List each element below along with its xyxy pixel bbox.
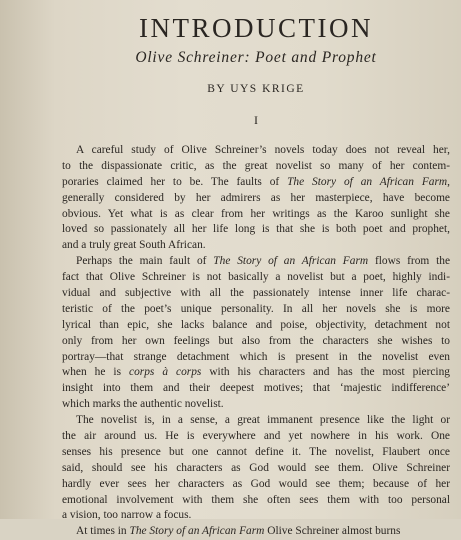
body-text [62, 143, 450, 540]
text-run: vidual and subjective with all the passionately intense inner life charac- [62, 287, 450, 300]
text-line [62, 493, 450, 509]
text-line [62, 413, 450, 429]
text-line [62, 270, 450, 286]
text-run: flows from the [368, 255, 450, 268]
text-run: loved so passionately all her life long is that she is both poet and prophet, [62, 223, 450, 236]
text-run: emotional involvement with them she often sees them with too personal [62, 493, 450, 506]
text-line [62, 461, 450, 477]
text-line [62, 365, 450, 381]
text-line [62, 286, 450, 302]
italic-title: The Story of an African Farm [129, 525, 265, 538]
chapter-heading: INTRODUCTION [139, 13, 373, 43]
text-run: poraries claimed her to be. The faults of [62, 175, 288, 188]
chapter-subtitle: Olive Schreiner: Poet and Prophet [135, 49, 377, 66]
text-run: when he is [62, 366, 130, 379]
italic-title: The Story of an African Farm [287, 175, 448, 188]
text-run: senses his presence but one cannot define it. The novelist, Flaubert once [62, 445, 450, 458]
text-run: fact that Olive Schreiner is not basically a novelist but a poet, highly indi- [62, 271, 450, 284]
text-line [62, 254, 450, 270]
text-line [62, 397, 450, 413]
text-line [62, 191, 450, 207]
text-run: teristic of the poet’s unique personality. In all her novels she is more [62, 302, 450, 315]
text-run: , [447, 175, 450, 188]
text-line [62, 350, 450, 366]
text-run: A careful study of Olive Schreiner’s novels today does not reveal her, [76, 144, 450, 156]
text-line [62, 302, 450, 318]
text-run: said, should see his characters as God would see them. Olive Schreiner [62, 461, 450, 474]
text-run: At times in [76, 525, 130, 538]
text-run: which marks the authentic novelist. [62, 398, 224, 411]
italic-title: The Story of an African Farm [213, 255, 369, 268]
text-line [62, 238, 450, 254]
text-run: with his characters and has the most piercing [201, 366, 450, 379]
text-line [62, 175, 450, 191]
text-line [62, 477, 450, 493]
section-number: I [254, 113, 258, 127]
text-line [62, 381, 450, 397]
author-byline: BY UYS KRIGE [207, 83, 305, 95]
text-run: obvious. Yet what is as clear from her writings as the Karoo sunlight she [62, 207, 450, 220]
text-run: to the dispassionate critic, as the great novelist so many of her contem- [62, 159, 450, 172]
text-line [62, 508, 450, 524]
text-line [62, 222, 450, 238]
text-line [62, 524, 450, 540]
text-line [62, 143, 450, 159]
text-run: The novelist is, in a sense, a great immanent presence like the light or [76, 414, 450, 427]
text-line [62, 334, 450, 350]
text-line [62, 159, 450, 175]
text-line [62, 445, 450, 461]
text-run: insight into them and their deepest motives; that ‘majestic indifference’ [62, 382, 450, 395]
text-run: Olive Schreiner almost burns [264, 525, 401, 538]
text-run: Perhaps the main fault of [76, 255, 214, 268]
text-line [62, 207, 450, 223]
text-run: a vision, too narrow a focus. [62, 509, 192, 522]
text-run: generally considered by her admirers as her masterpiece, have become [62, 191, 450, 204]
text-run: lyrical than epic, she lacks balance and poise, objectivity, detachment not [62, 318, 450, 331]
text-run: and a truly great South African. [62, 239, 206, 252]
text-run: the air around us. He is everywhere and yet nowhere in his work. One [62, 430, 450, 443]
text-line [62, 318, 450, 334]
text-run: only from her own feelings but also from the characters she wishes to [62, 334, 450, 347]
text-run: portray—that strange detachment which is present in the novelist even [62, 350, 450, 363]
italic-title: corps à corps [129, 366, 202, 379]
text-run: hardly ever sees her characters as God would see them; because of her [62, 477, 450, 490]
page-content [62, 12, 450, 540]
text-line [62, 429, 450, 445]
